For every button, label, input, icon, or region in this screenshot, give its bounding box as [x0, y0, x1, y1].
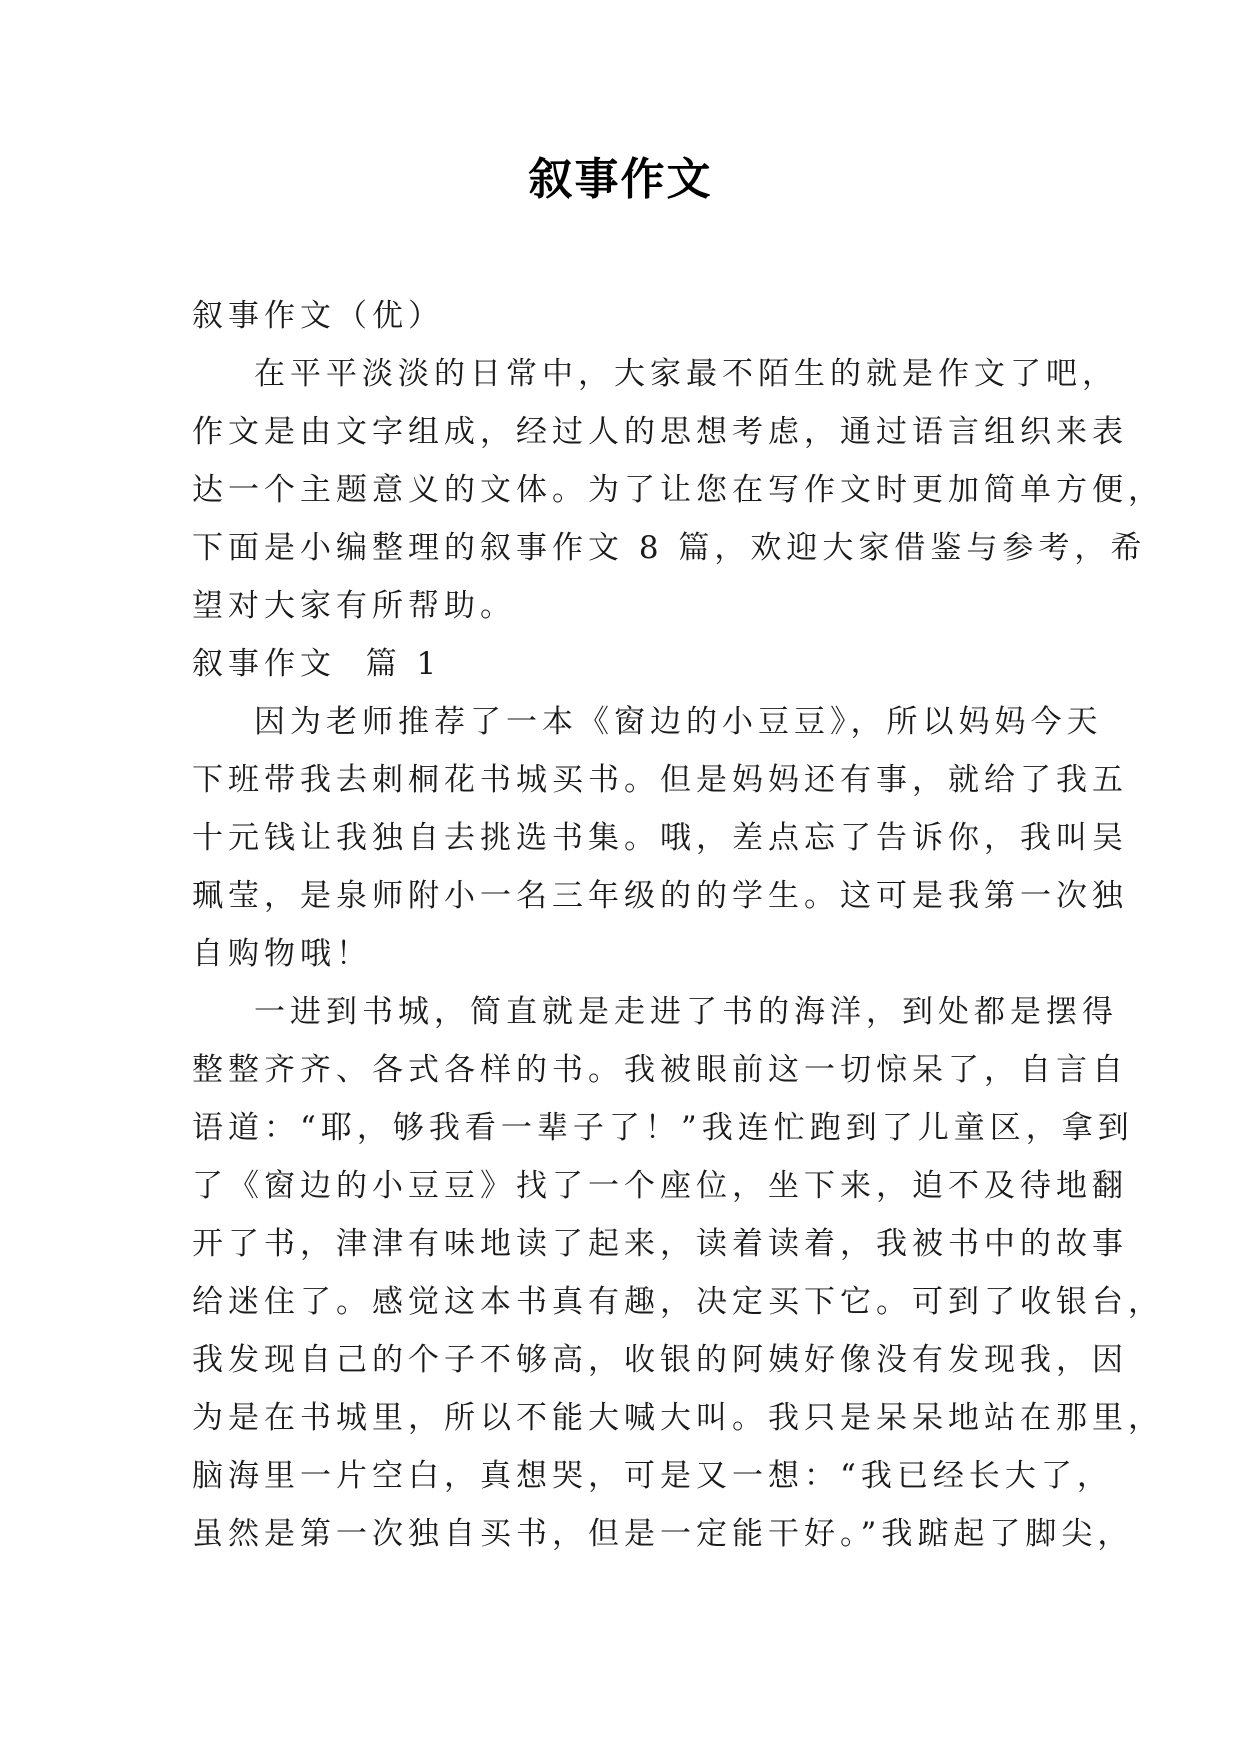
text-line: 了《窗边的小豆豆》找了一个座位，坐下来，迫不及待地翻 [192, 1168, 1128, 1204]
section-heading: 叙事作文（优） [192, 298, 444, 334]
paragraph [192, 345, 1164, 635]
paragraph [192, 983, 1164, 1563]
text-line: 我发现自己的个子不够高，收银的阿姨好像没有发现我，因 [192, 1342, 1128, 1378]
text-line: 下班带我去刺桐花书城买书。但是妈妈还有事，就给了我五 [192, 762, 1128, 798]
text-line: 因为老师推荐了一本《窗边的小豆豆》，所以妈妈今天 [254, 704, 1103, 740]
text-line: 作文是由文字组成，经过人的思想考虑，通过语言组织来表 [192, 414, 1128, 450]
text-line: 十元钱让我独自去挑选书集。哦，差点忘了告诉你，我叫吴 [192, 820, 1128, 856]
paragraph [192, 693, 1128, 983]
text-line: 在平平淡淡的日常中，大家最不陌生的就是作文了吧， [254, 356, 1118, 392]
text-line: 为是在书城里，所以不能大喊大叫。我只是呆呆地站在那里， [192, 1400, 1164, 1436]
section-heading: 叙事作文 篇 1 [192, 646, 442, 682]
text-line: 望对大家有所帮助。 [192, 588, 516, 624]
document-body [192, 287, 1164, 1563]
text-line: 开了书，津津有味地读了起来，读着读着，我被书中的故事 [192, 1226, 1128, 1262]
text-line: 整整齐齐、各式各样的书。我被眼前这一切惊呆了，自言自 [192, 1052, 1128, 1088]
text-line: 达一个主题意义的文体。为了让您在写作文时更加简单方便， [192, 472, 1164, 508]
text-line: 自购物哦！ [192, 936, 372, 972]
document-title: 叙事作文 [528, 154, 713, 205]
text-line: 珮莹，是泉师附小一名三年级的的学生。这可是我第一次独 [192, 878, 1128, 914]
text-line: 虽然是第一次独自买书，但是一定能干好。”我踮起了脚尖， [192, 1516, 1134, 1552]
text-line: 给迷住了。感觉这本书真有趣，决定买下它。可到了收银台， [192, 1284, 1164, 1320]
text-line: 脑海里一片空白，真想哭，可是又一想：“我已经长大了， [192, 1458, 1113, 1494]
text-line: 一进到书城，简直就是走进了书的海洋，到处都是摆得 [254, 994, 1118, 1030]
text-line: 下面是小编整理的叙事作文 8 篇，欢迎大家借鉴与参考，希 [192, 530, 1147, 566]
text-line: 语道：“耶，够我看一辈子了！”我连忙跑到了儿童区，拿到 [192, 1110, 1134, 1146]
